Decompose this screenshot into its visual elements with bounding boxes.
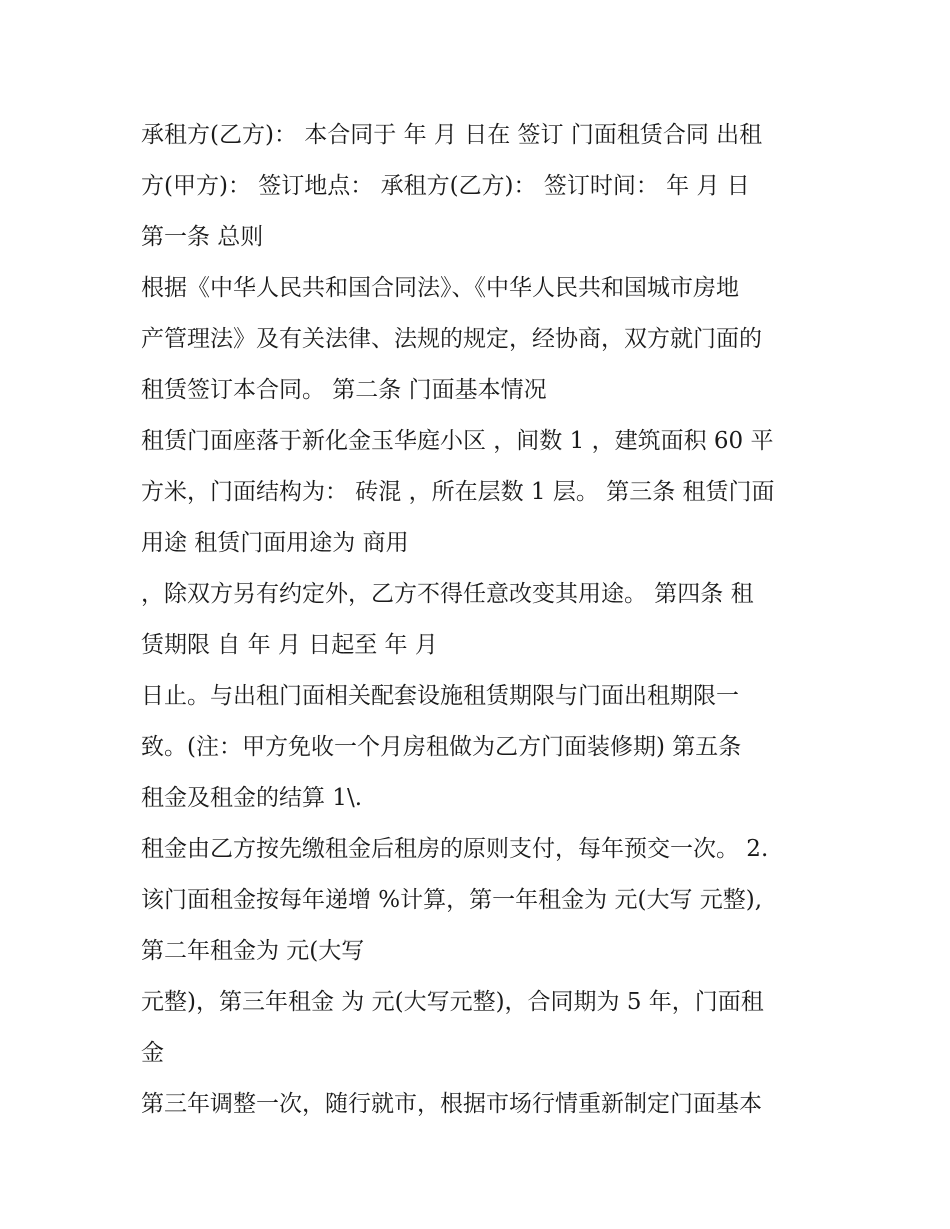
text-line-10: ，除双方另有约定外，乙方不得任意改变其用途。 第四条 租 [141,581,754,607]
text-line-13: 致。(注：甲方免收一个月房租做为乙方门面装修期) 第五条 [141,734,742,760]
text-line-20: 第三年调整一次，随行就市，根据市场行情重新制定门面基本 [141,1091,762,1117]
text-line-9: 用途 租赁门面用途为 商用 [141,530,409,556]
text-line-14: 租金及租金的结算 1\. [141,785,363,811]
text-line-11: 赁期限 自 年 月 日起至 年 月 [141,632,438,658]
text-line-5: 产管理法》及有关法律、法规的规定，经协商，双方就门面的 [141,326,762,352]
text-line-1: 承租方(乙方)： 本合同于 年 月 日在 签订 门面租赁合同 出租 [141,122,763,148]
section-heading-general: 第一条 总则 [141,224,264,250]
text-line-6: 租赁签订本合同。 第二条 门面基本情况 [141,377,547,403]
text-line-2: 方(甲方)： 签订地点： 承租方(乙方)： 签订时间： 年 月 日 [141,173,750,199]
text-line-18: 元整)，第三年租金 为 元(大写元整)，合同期为 5 年，门面租 [141,989,764,1015]
text-line-12: 日止。与出租门面相关配套设施租赁期限与门面出租期限一 [141,683,739,709]
text-line-4: 根据《中华人民共和国合同法》、《中华人民共和国城市房地 [141,275,739,301]
text-line-16: 该门面租金按每年递增 %计算，第一年租金为 元(大写 元整), [141,887,763,913]
text-line-8: 方米，门面结构为： 砖混 ，所在层数 1 层。 第三条 租赁门面 [141,479,775,505]
text-line-7: 租赁门面座落于新化金玉华庭小区 ，间数 1 ，建筑面积 60 平 [141,428,774,454]
text-line-17: 第二年租金为 元(大写 [141,938,365,964]
text-line-19: 金 [141,1040,164,1066]
text-line-15: 租金由乙方按先缴租金后租房的原则支付，每年预交一次。 2. [141,836,769,862]
contract-text [141,110,821,1130]
